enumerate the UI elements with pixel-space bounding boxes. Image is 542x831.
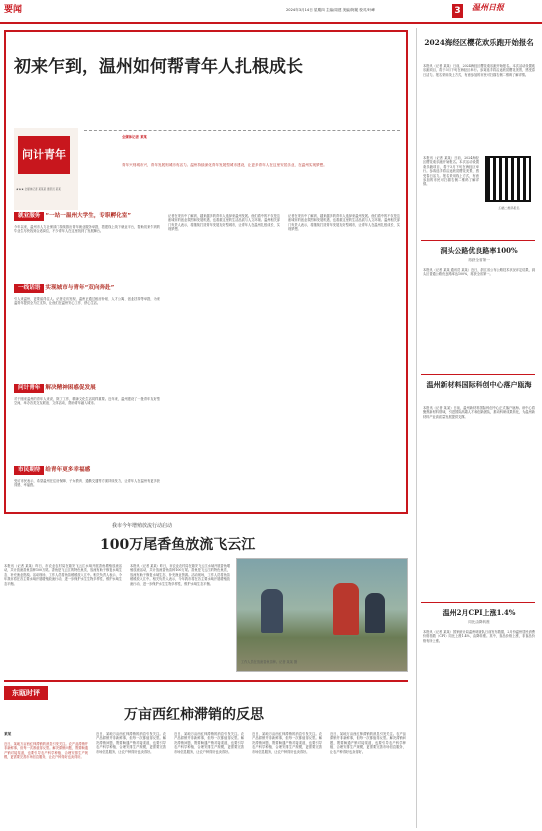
art4-headline: 温州2月CPI上涨1.4% [442, 608, 516, 617]
section-4-title: 给青年更多幸福感 [45, 467, 91, 473]
art4-kicker: 同比由降转涨 [468, 620, 490, 624]
art3-headline: 温州新材料国际科创中心落户瓯海 [426, 380, 532, 389]
lead-section-1 [14, 212, 160, 283]
right-column [416, 28, 538, 828]
section-label: 要闻 [4, 5, 23, 15]
column-logo [14, 128, 78, 210]
commentary-author: 某某 [4, 732, 12, 736]
section-2-label: 一线话语 [14, 284, 44, 293]
mid-kicker: 我市今年增殖放流行动启动 [112, 523, 173, 529]
page-number: 3 [452, 4, 463, 18]
lead-body-col-2: 记者在采访中了解到，越来越多的青年人选择来温州发展。他们看中的不仅是这座城市的创业氛围和发展机遇，也看重这里的生活品质与人文环境。温州相关部门负责人表示，将继续打造青年发展友好型城市，让青年人在温州扎根成长、实现梦想。 [288, 214, 400, 232]
section-1-text: 今年以来，温州市人力社保部门持续推出青年就业服务举措，搭建线上线下就业平台，帮助初来乍到的毕业生尽快找到合适岗位，不少青年人在这里找到了发展舞台。 [14, 225, 160, 234]
commentary-col-3: 近日，某地万亩西红柿滞销的消息引发关注。农产品滞销并非新鲜事，但每一次都值得反思。解决滞销问题，既要畅通产销对接渠道，也要引导农户科学种植、合理安排生产规模，更需要完善市场信息服务，让农户种得好也卖得好。 [174, 732, 244, 754]
section-3-label: 问计青年 [14, 384, 44, 393]
commentary-col-5: 近日，某地万亩西红柿滞销的消息引发关注。农产品滞销并非新鲜事，但每一次都值得反思。解决滞销问题，既要畅通产销对接渠道，也要引导农户科学种植、合理安排生产规模，更需要完善市场信息服务，让农户种得好也卖得好。 [330, 732, 406, 754]
art2-kicker: 再获全省第一 [468, 258, 490, 262]
art2-headline: 洞头公路优良路率100% [440, 246, 518, 255]
column-logo-sub: ★★★ 全媒体记者 某某某 通讯员 某某 [16, 188, 61, 191]
lead-headline: 初来乍到，温州如何帮青年人扎根成长 [14, 57, 303, 77]
mid-article [4, 518, 408, 678]
section-2-title: 实现城市与青年“双向奔赴” [45, 285, 115, 291]
art1-body: 本报讯（记者 某某）日前，2024海经区樱花欢乐跑开始报名。本次活动设置欢乐跑项目，将于3月下旬在海经区举行。参赛选手将沿途欣赏樱花美景，感受春日活力。报名采用线上方式，有意参加的市民可扫描右侧二维码了解详情。 [423, 64, 535, 77]
mid-body-col-1: 本报讯（记者 某某）昨日，市农业农村局在瑞安飞云江水域开展香鱼增殖放流活动，共计放流香鱼苗种100万尾。香鱼是飞云江的特色鱼类，放流有助于修复水域生态、补充渔业资源。活动现场，工作人员将鱼苗缓缓放入江中。相关负责人表示，今年我市将在各主要水域开展增殖放流行动，进一步保护水生生物多样性，维护水域生态平衡。 [4, 564, 122, 586]
mid-headline: 100万尾香鱼放流飞云江 [100, 537, 256, 553]
column-logo-text: 问计青年 [18, 136, 70, 174]
lead-story-box [4, 30, 408, 514]
commentary-col-2: 近日，某地万亩西红柿滞销的消息引发关注。农产品滞销并非新鲜事，但每一次都值得反思。解决滞销问题，既要畅通产销对接渠道，也要引导农户科学种植、合理安排生产规模，更需要完善市场信息服务，让农户种得好也卖得好。 [96, 732, 166, 754]
paper-logo: 温州日报 [472, 2, 504, 12]
commentary-label: 东瓯时评 [4, 686, 48, 700]
art1-body-2: 本报讯（记者 某某）日前，2024海经区樱花欢乐跑开始报名。本次活动设置欢乐跑项目，将于3月下旬在海经区举行。参赛选手将沿途欣赏樱花美景，感受春日活力。报名采用线上方式，有意参加的市民可扫描右侧二维码了解详情。 [423, 156, 479, 187]
section-4-label: 市民期待 [14, 466, 44, 475]
lead-standfirst: 青年兴则城市兴，青年发展则城市有活力。温州持续深化青年发展型城市建设，让更多青年人在这里安居乐业，在温州实现梦想。 [122, 163, 327, 167]
lead-body-col-1: 记者在采访中了解到，越来越多的青年人选择来温州发展。他们看中的不仅是这座城市的创业氛围和发展机遇，也看重这里的生活品质与人文环境。温州相关部门负责人表示，将继续打造青年发展友好型城市，让青年人在温州扎根成长、实现梦想。 [168, 214, 280, 232]
art1-headline: 2024海经区樱花欢乐跑开始报名 [424, 38, 534, 47]
page-header [0, 0, 542, 24]
commentary-headline: 万亩西红柿滞销的反思 [124, 707, 264, 723]
fish-release-photo [236, 558, 408, 672]
qr-code[interactable] [485, 156, 531, 202]
mid-photo-caption: 工作人员在放流香鱼苗种。记者 某某 摄 [240, 660, 298, 664]
art3-body: 本报讯（记者 某某）日前，温州新材料国际科创中心正式落户瓯海。该中心将聚焦新材料领域，引进国际高端人才和创新团队，推动科研成果转化，为温州新材料产业高质量发展提供支撑。 [423, 406, 535, 419]
lead-section-4 [14, 466, 160, 515]
section-3-title: 解决精神困惑促发展 [45, 385, 96, 391]
mid-body-col-2: 本报讯（记者 某某）昨日，市农业农村局在瑞安飞云江水域开展香鱼增殖放流活动，共计放流香鱼苗种100万尾。香鱼是飞云江的特色鱼类，放流有助于修复水域生态、补充渔业资源。活动现场，工作人员将鱼苗缓缓放入江中。相关负责人表示，今年我市将在各主要水域开展增殖放流行动，进一步保护水生生物多样性，维护水域生态平衡。 [130, 564, 230, 586]
date-line: 2024年3月14日 星期四 主编/周建 美编/阿妮 校对/叶峰 [286, 8, 375, 12]
section-2-text: 引人来温州，更要留得住人。记者走访发现，温州正通过租房补贴、人才公寓、创业扶持等举措，为来温青年提供全方位支持，让他们在温州安心工作、舒心生活。 [14, 297, 160, 306]
divider [421, 374, 535, 375]
commentary-col-1: 近日，某地万亩西红柿滞销的消息引发关注。农产品滞销并非新鲜事，但每一次都值得反思。解决滞销问题，既要畅通产销对接渠道，也要引导农户科学种植、合理安排生产规模，更需要完善市场信息服务，让农户种得好也卖得好。 [4, 742, 88, 760]
section-1-label: 就业服务 [14, 212, 44, 221]
section-3-text: 对于刚来温州的青年人来说，除了工作，精神文化生活同样重要。近年来，温州建设了一批青年友好型空间，举办各类交友联谊、文体活动，帮助青年融入城市。 [14, 397, 160, 406]
divider [421, 240, 535, 241]
section-4-text: 受访市民表示，希望温州在住房保障、子女教育、通勤交通等方面持续发力，让青年人在温州有更多获得感、幸福感。 [14, 479, 160, 488]
art4-body: 本报讯（记者 某某）国家统计局温州调查队日前发布数据，2月份温州居民消费价格指数（CPI）同比上涨1.4%，由降转涨。其中，食品价格上涨，非食品价格有所上涨。 [423, 630, 535, 643]
qr-caption: 扫描二维码报名 [498, 206, 520, 210]
art2-body: 本报讯（记者 某某 通讯员 某某）近日，浙江省公布公路技术状况评定结果，洞头区普通公路优良路率达100%，再获全省第一。 [423, 268, 535, 277]
lead-section-3 [14, 384, 160, 467]
section-1-title: “一站一温州大学生，专职孵化室” [45, 213, 132, 219]
commentary-col-4: 近日，某地万亩西红柿滞销的消息引发关注。农产品滞销并非新鲜事，但每一次都值得反思。解决滞销问题，既要畅通产销对接渠道，也要引导农户科学种植、合理安排生产规模，更需要完善市场信息服务，让农户种得好也卖得好。 [252, 732, 322, 754]
lead-reporters: 全媒体记者 某某 [122, 135, 147, 139]
commentary [4, 680, 408, 828]
lead-section-2 [14, 284, 160, 387]
divider [421, 602, 535, 603]
